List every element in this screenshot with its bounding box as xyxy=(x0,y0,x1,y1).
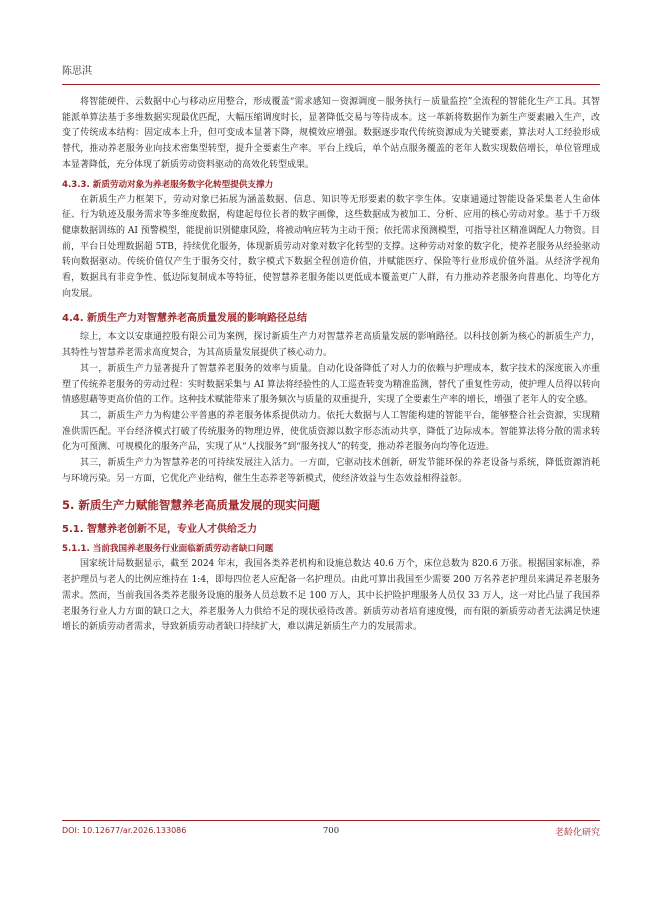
subsection-heading-5-1-1: 5.1.1. 当前我国养老服务行业面临新质劳动者缺口问题 xyxy=(62,544,274,555)
paragraph: 在新质生产力框架下，劳动对象已拓展为涵盖数据、信息、知识等无形要素的数字孪生体。安康通通过智能设备采集老人生命体征、行为轨迹及服务需求等多维度数据，构建起每位长者的数字画像，这些数据成为被加工、分析、应用的核心劳动对象。基于千万级健康数据训练的 AI 预警模型，能提前识别健康风险，将被动响应转为主动干预；依托需求预测模型，可指导社区精准调配人力物资。目前，平台日处理数据超 5TB，持续优化服务，体现新质劳动对象对数字化转型的支撑。这种劳动对象的数字化，使养老服务从经验驱动转向数据驱动。传统价值仅产生于服务交付，数字模式下数据全程创造价值，并赋能医疗、保险等行业形成价值外溢。从经济学视角看，数据具有非竞争性、低边际复制成本等特征，使智慧养老服务能以更低成本覆盖更广人群，有力推动养老服务向普惠化、均等化方向发展。 xyxy=(62,194,600,299)
chapter-heading-5: 5. 新质生产力赋能智慧养老高质量发展的现实问题 xyxy=(62,498,320,513)
footer-divider xyxy=(62,820,600,821)
paragraph: 国家统计局数据显示，截至 2024 年末，我国各类养老机构和设施总数达 40.6 万个，床位总数为 820.6 万张。根据国家标准，养老护理员与老人的比例应维持在 1:4，即每四位老人应配备一名护理员。由此可算出我国至少需要 200 万名养老护理员来满足养老服务需求。然而，当前我国各类养老服务设施的服务人员总数不足 100 万人，其中长护险护理服务人员仅 33 万人，这一对比凸显了我国养老服务行业人力方面的缺口之大，养老服务人力供给不足的现状亟待改善。新质劳动者培育速度慢，而有限的新质劳动者无法满足快速增长的新质劳动者需求，导致新质劳动者缺口持续扩大，难以满足新质生产力的发展需求。 xyxy=(62,559,600,633)
section-heading-5-1: 5.1. 智慧养老创新不足，专业人才供给乏力 xyxy=(62,524,257,536)
paragraph: 其一，新质生产力显著提升了智慧养老服务的效率与质量。自动化设备降低了对人力的依赖与护理成本，数字技术的深度嵌入亦重塑了传统养老服务的劳动过程：实时数据采集与 AI 算法将经验性的人工巡查转变为精准监测，替代了重复性劳动，使护理人员得以转向情感慰藉等更高价值的工作。这种技术赋能带来了服务频次与质量的双重提升，实现了全要素生产率的增长，增强了老年人的安全感。 xyxy=(62,363,600,406)
section-heading-4-4: 4.4. 新质生产力对智慧养老高质量发展的影响路径总结 xyxy=(62,313,307,325)
subsection-heading-4-3-3: 4.3.3. 新质劳动对象为养老服务数字化转型提供支撑力 xyxy=(62,179,274,190)
article-body xyxy=(62,95,600,636)
footer-journal-name: 老龄化研究 xyxy=(554,828,600,838)
running-header-author: 陈思淇 xyxy=(62,66,92,77)
footer-doi: DOI: 10.12677/ar.2026.133086 xyxy=(62,826,187,835)
paragraph: 将智能硬件、云数据中心与移动应用整合，形成覆盖“需求感知－资源调度－服务执行－质量监控”全流程的智能化生产工具。其智能派单算法基于多维数据实现最优匹配，大幅压缩调度时长，显著降低交易与等待成本。这一革新将数据作为新生产要素融入生产，改变了传统成本结构：固定成本上升，但可变成本显著下降，规模效应增强。数据逐步取代传统资源成为关键要素，算法对人工经验形成替代，推动养老服务业向技术密集型转型，提升全要素生产率。平台上线后，单个站点服务覆盖的老年人数实现数倍增长，单位管理成本显著降低，充分体现了新质劳动资料驱动的高效化转型成果。 xyxy=(62,97,600,170)
paragraph: 其三，新质生产力为智慧养老的可持续发展注入活力。一方面，它驱动技术创新，研发节能环保的养老设备与系统，降低资源消耗与环境污染。另一方面，它优化产业结构，催生生态养老等新模式，使经济效益与生态效益相得益彰。 xyxy=(62,458,600,484)
header-divider xyxy=(62,84,600,85)
paragraph: 综上，本文以安康通控股有限公司为案例，探讨新质生产力对智慧养老高质量发展的影响路径。以科技创新为核心的新质生产力，其特性与智慧养老需求高度契合，为其高质量发展提供了核心动力。 xyxy=(62,332,600,359)
page-number: 700 xyxy=(322,826,340,836)
paragraph: 其二，新质生产力为构建公平普惠的养老服务体系提供动力。依托大数据与人工智能构建的智能平台，能够整合社会资源，实现精准供需匹配。平台经济模式打破了传统服务的物理边界，使优质资源以数字形态流动共享，降低了边际成本。智能算法将分散的需求转化为可预测、可规模化的服务产品，实现了从“人找服务”到“服务找人”的转变，推动养老服务向均等化迈进。 xyxy=(62,410,600,453)
